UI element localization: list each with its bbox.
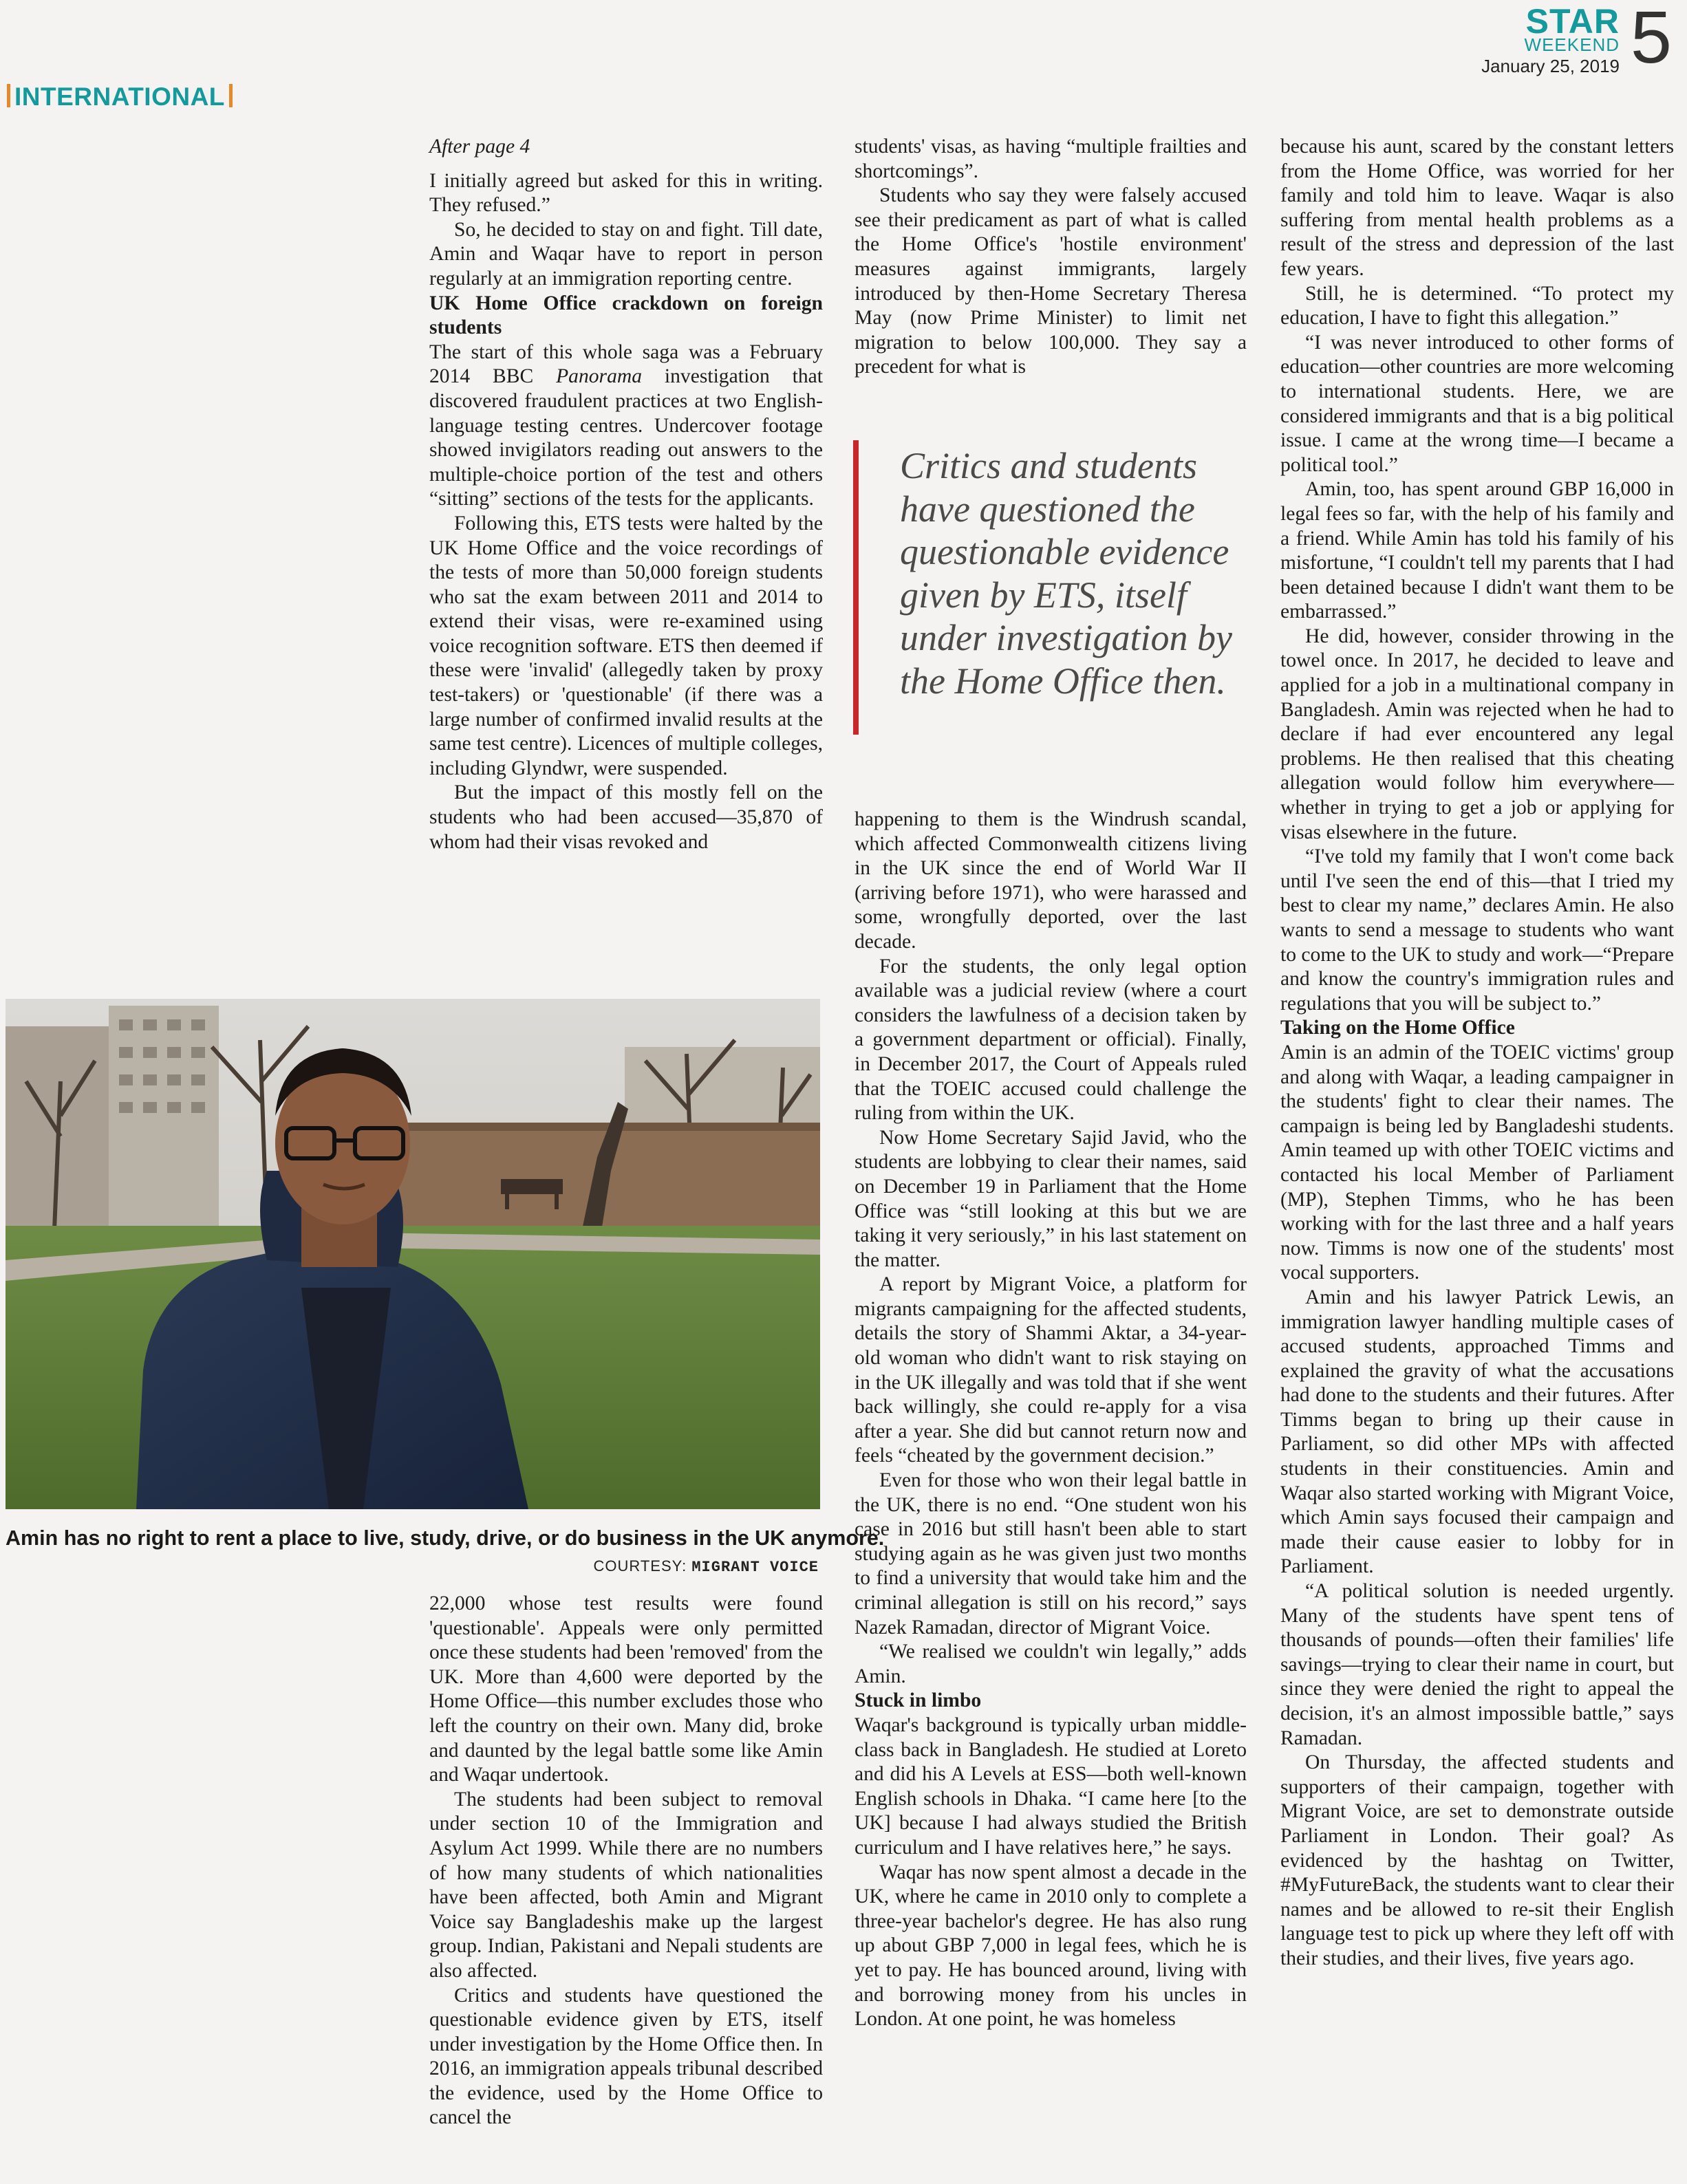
section-bar-right (229, 84, 233, 107)
paragraph: 22,000 whose test results were found 'questionable'. Appeals were only permitted once these students had been 'removed' from the UK. More than 4,600 were deported by the Home Office—this number excludes those who left the country on their own. Many did, broke and daunted by the legal battle some like Amin and Waqar undertook. (429, 1592, 823, 1786)
paragraph: “I've told my family that I won't come back until I've seen the end of this—that I tried my best to clear my name,” declares Amin. He also wants to send a message to students who want to come to the UK to study and work—“Prepare and know the country's immigration rules and regulations that you will be subject to.” (1280, 845, 1675, 1015)
photo-illustration (6, 999, 820, 1509)
paragraph: “We realised we couldn't win legally,” adds Amin. (855, 1641, 1247, 1687)
page-number: 5 (1630, 0, 1672, 78)
paragraph: Now Home Secretary Sajid Javid, who the students are lobbying to clear their names, said on December 19 in Parliament that the Home Office was “still looking at this but we are taking it very seriously,” in his last statement on the matter. (855, 1126, 1247, 1271)
paragraph: But the impact of this mostly fell on the students who had been accused—35,870 of whom had their visas revoked and (429, 781, 823, 853)
paragraph: Even for those who won their legal battle in the UK, there is no end. “One student won his case in 2016 but still hasn't been able to start studying again as he was given just two months to find a university that would take him and the criminal allegation is still on his record,” says Nazek Ramadan, director of Migrant Voice. (855, 1469, 1247, 1639)
pull-quote (853, 440, 1247, 736)
article-column-3 (1280, 135, 1674, 1971)
paragraph: Amin, too, has spent around GBP 16,000 in legal fees so far, with the help of his family and a friend. While Amin has told his family of his misfortune, “I couldn't tell my parents that I had been detained because I didn't want them to be embarrassed.” (1280, 478, 1674, 623)
article-column-2-bottom (855, 808, 1247, 2032)
masthead-brand: STAR (1525, 2, 1620, 41)
subheading: Taking on the Home Office (1280, 1017, 1515, 1039)
subheading: UK Home Office crackdown on foreign students (429, 292, 823, 339)
section-label (3, 81, 237, 113)
photo-credit (593, 1557, 819, 1576)
pull-quote-text: Critics and students have questioned the questionable evidence given by ETS, itself under investigation by the Home Office then. (900, 445, 1232, 702)
paragraph: Following this, ETS tests were halted by the UK Home Office and the voice recordings of the tests of more than 50,000 foreign students who sat the exam between 2011 and 2014 to extend their visas, were re-examined using voice recognition software. ETS then deemed if these were 'invalid' (allegedly taken by proxy test-takers) or 'questionable' (if there was a large number of confirmed invalid results at the same test centre). Licences of multiple colleges, including Glyndwr, were suspended. (429, 512, 823, 779)
paragraph: happening to them is the Windrush scandal, which affected Commonwealth citizens living in the UK since the end of World War II (arriving before 1971), who were harassed and some, wrongfully deported, over the last decade. (855, 808, 1247, 953)
paragraph: The students had been subject to removal under section 10 of the Immigration and Asylum Act 1999. While there are no numbers of how many students of which nationalities have been affected, both Amin and Migrant Voice say Bangladeshis make up the largest group. Indian, Pakistani and Nepali students are also affected. (429, 1788, 823, 1982)
paragraph: So, he decided to stay on and fight. Till date, Amin and Waqar have to report in person regularly at an immigration reporting centre. (429, 218, 823, 290)
column-body (855, 808, 1247, 2032)
masthead-sub: WEEKEND (1524, 34, 1620, 55)
paragraph: The start of this whole saga was a February 2014 BBC Panorama investigation that discovered fraudulent practices at two English-language testing centres. Undercover footage showed invigilators reading out answers to the multiple-choice portion of the test and others “sitting” sections of the tests for the applicants. (429, 340, 823, 510)
paragraph: He did, however, consider throwing in the towel once. In 2017, he decided to leave and applied for a job in a multinational company in Bangladesh. Amin was rejected when he had to declare if had ever encountered any legal problems. He then realised that this cheating allegation would follow him everywhere—whether in trying to get a job or applying for visas elsewhere in the future. (1280, 625, 1674, 843)
paragraph: Waqar's background is typically urban middle-class back in Bangladesh. He studied at Loreto and did his A Levels at ESS—both well-known English schools in Dhaka. “I came here [to the UK] because I had always studied the British curriculum and I have relatives here,” he says. (855, 1713, 1247, 1859)
article-column-1-top (429, 135, 823, 854)
subheading: Stuck in limbo (855, 1689, 982, 1712)
photo-caption: Amin has no right to rent a place to live, study, drive, or do business in the UK anymore. (6, 1526, 885, 1550)
paragraph: Amin is an admin of the TOEIC victims' group and along with Waqar, a leading campaigner in the students' fight to clear their names. The campaign is being led by Bangladeshi students. Amin teamed up with other TOEIC victims and contacted his local Member of Parliament (MP), Stephen Timms, who he has been working with for the last three and a half years now. Timms is now one of the students' most vocal supporters. (1280, 1041, 1674, 1284)
column-body (429, 169, 823, 855)
section-name: INTERNATIONAL (14, 83, 225, 111)
paragraph: I initially agreed but asked for this in writing. They refused.” (429, 169, 823, 217)
credit-source: MIGRANT VOICE (691, 1559, 819, 1576)
column-body (1280, 135, 1674, 1971)
paragraph: “I was never introduced to other forms of education—other countries are more welcoming to international students. Here, we are considered immigrants and that is a big political issue. I came at the wrong time—I became a political tool.” (1280, 331, 1674, 476)
paragraph: Waqar has now spent almost a decade in the UK, where he came in 2010 only to complete a three-year bachelor's degree. He has also rung up about GBP 7,000 in legal fees, which he is yet to pay. He has bounced around, living with and borrowing money from his uncles in London. At one point, he was homeless (855, 1861, 1247, 2031)
issue-date: January 25, 2019 (1481, 56, 1620, 76)
continued-from: After page 4 (429, 136, 530, 158)
column-body (855, 135, 1247, 380)
paragraph: On Thursday, the affected students and supporters of their campaign, together with Migrant Voice, are set to demonstrate outside Parliament in London. Their goal? As evidenced by the hashtag on Twitter, #MyFutureBack, the students want to clear their names and be allowed to re-sit their English language test to pick up where they left off with their studies, and their lives, five years ago. (1280, 1751, 1674, 1969)
article-column-1-bottom (429, 1592, 823, 2130)
pull-quote-bar (853, 440, 859, 735)
paragraph: Critics and students have questioned the questionable evidence given by ETS, itself under investigation by the Home Office then. In 2016, an immigration appeals tribunal described the evidence, used by the Home Office to cancel the (429, 1984, 823, 2129)
section-bar-left (7, 84, 10, 107)
masthead (1470, 0, 1676, 78)
portrait-photo (6, 999, 820, 1509)
credit-label: COURTESY: (593, 1557, 687, 1575)
paragraph: because his aunt, scared by the constant letters from the Home Office, was worried for her family and told him to leave. Waqar is also suffering from mental health problems as a result of the stress and depression of the last few years. (1280, 136, 1674, 280)
paragraph: A report by Migrant Voice, a platform for migrants campaigning for the affected students, details the story of Shammi Aktar, a 34-year-old woman who didn't want to risk staying on in the UK illegally and was told that if she went back willingly, she could re-apply for a visa after a year. She did but cannot return now and feels “cheated by the government decision.” (855, 1273, 1247, 1467)
paragraph: For the students, the only legal option available was a judicial review (where a court considers the lawfulness of a decision taken by a government department or official). Finally, in December 2017, the Court of Appeals ruled that the TOEIC accused could challenge the ruling from within the UK. (855, 955, 1247, 1125)
column-body (429, 1592, 823, 2130)
paragraph: Still, he is determined. “To protect my education, I have to fight this allegation.” (1280, 282, 1674, 329)
paragraph: Students who say they were falsely accused see their predicament as part of what is called the Home Office's 'hostile environment' measures against immigrants, largely introduced by then-Home Secretary Theresa May (now Prime Minister) to limit net migration to below 100,000. They say a precedent for what is (855, 184, 1247, 378)
paragraph: Amin and his lawyer Patrick Lewis, an immigration lawyer handling multiple cases of accused students, approached Timms and explained the gravity of what the accusations had done to the students and their futures. After Timms began to bring up their cause in Parliament, so did other MPs with affected students in their constituencies. Amin and Waqar also started working with Migrant Voice, which Amin says focused their campaign and made their cause easier to lobby for in Parliament. (1280, 1286, 1674, 1578)
paragraph: students' visas, as having “multiple frailties and shortcomings”. (855, 136, 1247, 182)
article-column-2-top (855, 135, 1247, 380)
paragraph: “A political solution is needed urgently. Many of the students have spent tens of thousands of pounds—often their families' life savings—trying to clear their name in court, but since they were denied the right to appeal the decision, it's an almost impossible battle,” says Ramadan. (1280, 1580, 1674, 1749)
